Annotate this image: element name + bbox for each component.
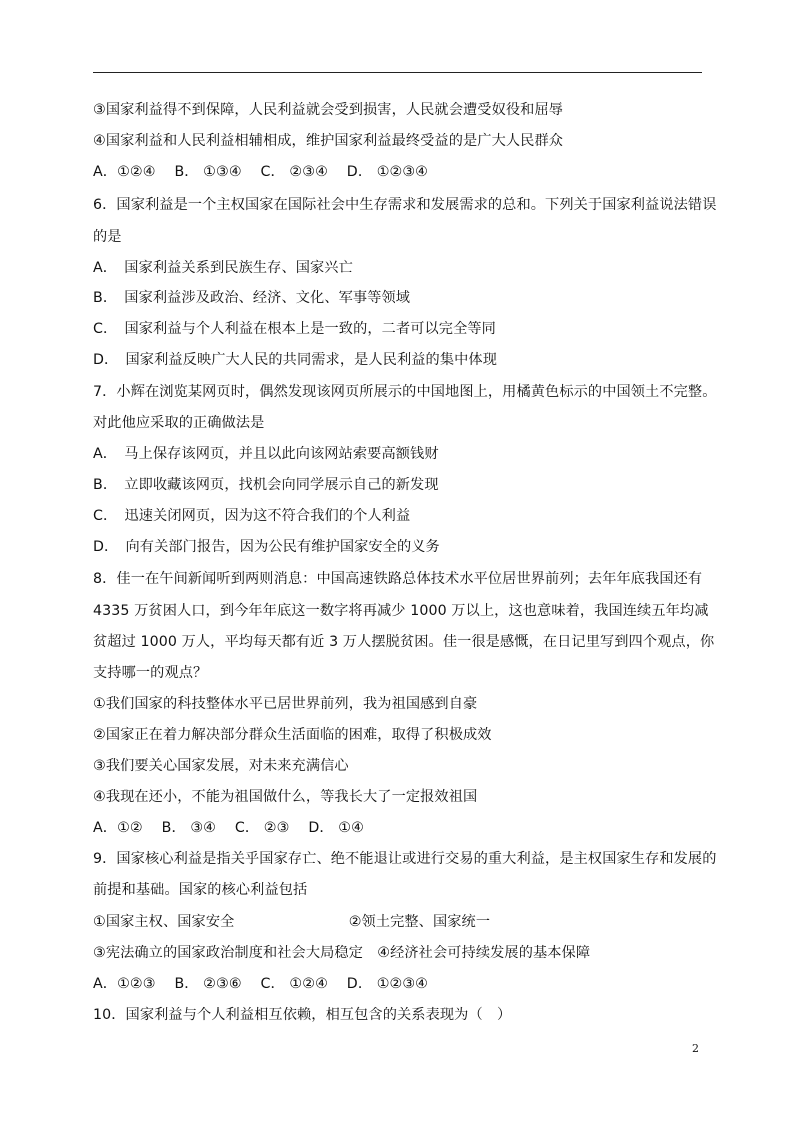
q8-statement-4: ④我现在还小，不能为祖国做什么，等我长大了一定报效祖国	[93, 789, 478, 805]
question-7-line-2: 对此他应采取的正确做法是	[93, 415, 265, 431]
q6-option-a: A． 国家利益关系到民族生存、国家兴亡	[93, 260, 353, 276]
answer-options-q8: A．①② B． ③④ C． ②③ D． ①④	[93, 820, 364, 836]
question-8-line-1: 8．佳一在午间新闻听到两则消息：中国高速铁路总体技术水平位居世界前列；去年年底我国还有	[93, 571, 703, 587]
q8-statement-1: ①我们国家的科技整体水平已居世界前列，我为祖国感到自豪	[93, 696, 478, 712]
question-6-line-2: 的是	[93, 229, 122, 245]
question-8-line-4: 支持哪一的观点？	[93, 665, 208, 681]
question-9-line-2: 前提和基础。国家的核心利益包括	[93, 882, 308, 898]
q7-option-a: A． 马上保存该网页，并且以此向该网站索要高额钱财	[93, 446, 439, 462]
q7-option-c: C． 迅速关闭网页，因为这不符合我们的个人利益	[93, 508, 411, 524]
q7-option-d: D． 向有关部门报告，因为公民有维护国家安全的义务	[93, 539, 440, 555]
q6-option-c: C． 国家利益与个人利益在根本上是一致的，二者可以完全等同	[93, 321, 496, 337]
answer-options-q5: A．①②④ B． ①③④ C． ②③④ D． ①②③④	[93, 164, 428, 180]
question-9-line-1: 9．国家核心利益是指关乎国家存亡、绝不能退让或进行交易的重大利益，是主权国家生存和发展的	[93, 851, 717, 867]
q9-statements-1-2: ①国家主权、国家安全 ②领土完整、国家统一	[93, 914, 491, 930]
text-line-1: ③国家利益得不到保障，人民利益就会受到损害，人民就会遭受奴役和屈辱	[93, 102, 564, 118]
question-7-line-1: 7．小辉在浏览某网页时，偶然发现该网页所展示的中国地图上，用橘黄色标示的中国领土不完整。	[93, 384, 717, 400]
q6-option-d: D． 国家利益反映广大人民的共同需求，是人民利益的集中体现	[93, 352, 497, 368]
q7-option-b: B． 立即收藏该网页，找机会向同学展示自己的新发现	[93, 477, 439, 493]
question-8-line-2: 4335 万贫困人口，到今年年底这一数字将再减少 1000 万以上，这也意味着，我国连续五年均减	[93, 603, 709, 619]
text-line-2: ④国家利益和人民利益相辅相成，维护国家利益最终受益的是广大人民群众	[93, 133, 564, 149]
q8-statement-3: ③我们要关心国家发展，对未来充满信心	[93, 758, 349, 774]
question-6-line-1: 6．国家利益是一个主权国家在国际社会中生存需求和发展需求的总和。下列关于国家利益说法错误	[93, 197, 717, 213]
header-rule	[93, 72, 702, 73]
question-8-line-3: 贫超过 1000 万人，平均每天都有近 3 万人摆脱贫困。佳一很是感慨，在日记里写到四个观点，你	[93, 634, 715, 650]
question-10-line-1: 10．国家利益与个人利益相互依赖，相互包含的关系表现为（ ）	[93, 1007, 512, 1023]
q6-option-b: B． 国家利益涉及政治、经济、文化、军事等领域	[93, 290, 411, 306]
page-number: 2	[692, 1042, 699, 1055]
answer-options-q9: A．①②③ B． ②③⑥ C． ①②④ D． ①②③④	[93, 976, 428, 992]
q8-statement-2: ②国家正在着力解决部分群众生活面临的困难，取得了积极成效	[93, 727, 492, 743]
q9-statements-3-4: ③宪法确立的国家政治制度和社会大局稳定 ④经济社会可持续发展的基本保障	[93, 945, 591, 961]
